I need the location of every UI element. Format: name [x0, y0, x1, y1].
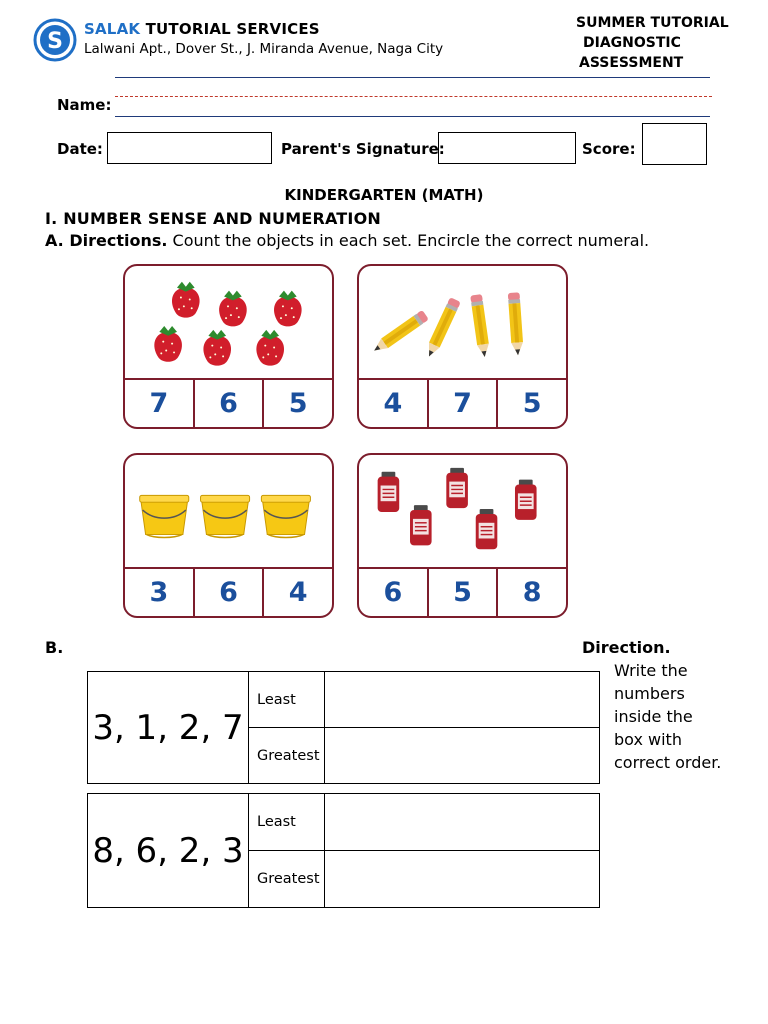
choice-numeral[interactable]: 5	[427, 569, 497, 616]
subject-title: KINDERGARTEN (MATH)	[284, 186, 484, 204]
choice-numeral[interactable]: 6	[383, 577, 403, 608]
section-heading: I. NUMBER SENSE AND NUMERATION	[45, 209, 381, 228]
brand-accent: SALAK	[84, 20, 141, 38]
signature-label: Parent's Signature:	[281, 140, 445, 158]
choice-numeral[interactable]: 8	[496, 569, 566, 616]
jars-icon	[359, 455, 566, 569]
directions-a	[45, 231, 649, 250]
address: Lalwani Apt., Dover St., J. Miranda Avenue, Naga City	[84, 41, 444, 57]
choices-row	[359, 378, 566, 427]
section-b-label: B.	[45, 638, 64, 657]
title-line-3: ASSESSMENT	[579, 55, 684, 71]
brand-name	[84, 20, 320, 38]
number-set: 3, 1, 2, 7	[88, 672, 249, 784]
greatest-label: Greatest	[249, 851, 325, 908]
order-table-2	[87, 793, 600, 908]
least-answer-box[interactable]	[325, 672, 600, 728]
choice-numeral[interactable]: 7	[427, 380, 497, 427]
date-label: Date:	[57, 140, 103, 158]
directions-a-text: Count the objects in each set. Encircle the correct numeral.	[167, 231, 650, 250]
strawberries-icon	[125, 266, 332, 380]
title-line-2: DIAGNOSTIC	[583, 35, 681, 51]
name-dash-line	[115, 96, 712, 97]
date-field[interactable]	[107, 132, 272, 164]
count-card-buckets	[123, 453, 334, 618]
least-label: Least	[249, 672, 325, 728]
choice-numeral[interactable]: 6	[193, 569, 263, 616]
greatest-label: Greatest	[249, 728, 325, 784]
header-divider	[115, 77, 710, 78]
choices-row	[359, 567, 566, 616]
choice-numeral[interactable]: 6	[193, 380, 263, 427]
number-set: 8, 6, 2, 3	[88, 794, 249, 908]
choices-row	[125, 567, 332, 616]
svg-text:S: S	[47, 29, 63, 54]
choice-numeral[interactable]: 5	[496, 380, 566, 427]
direction-b-text: Write the numbers inside the box with correct order.	[614, 661, 722, 772]
score-field[interactable]	[642, 123, 707, 165]
signature-field[interactable]	[438, 132, 576, 164]
title-line-1: SUMMER TUTORIAL	[576, 15, 729, 31]
greatest-answer-box[interactable]	[325, 851, 600, 908]
pencils-icon	[359, 266, 566, 380]
direction-b-label: Direction.	[582, 638, 671, 657]
buckets-icon	[125, 455, 332, 569]
salak-logo-icon	[33, 18, 77, 62]
assessment-title	[560, 13, 756, 73]
choice-numeral[interactable]: 4	[383, 388, 403, 419]
brand-rest: TUTORIAL SERVICES	[140, 20, 320, 38]
name-label: Name:	[57, 96, 112, 114]
choices-row	[125, 378, 332, 427]
count-card-pencils	[357, 264, 568, 429]
count-card-jars	[357, 453, 568, 618]
choice-numeral[interactable]: 3	[149, 577, 169, 608]
least-answer-box[interactable]	[325, 794, 600, 851]
least-label: Least	[249, 794, 325, 851]
greatest-answer-box[interactable]	[325, 728, 600, 784]
choice-numeral[interactable]: 7	[149, 388, 169, 419]
score-label: Score:	[582, 140, 636, 158]
order-table-1	[87, 671, 600, 784]
choice-numeral[interactable]: 5	[262, 380, 332, 427]
directions-a-label: A. Directions.	[45, 231, 168, 250]
count-card-strawberries	[123, 264, 334, 429]
name-field[interactable]	[115, 116, 710, 117]
choice-numeral[interactable]: 4	[262, 569, 332, 616]
